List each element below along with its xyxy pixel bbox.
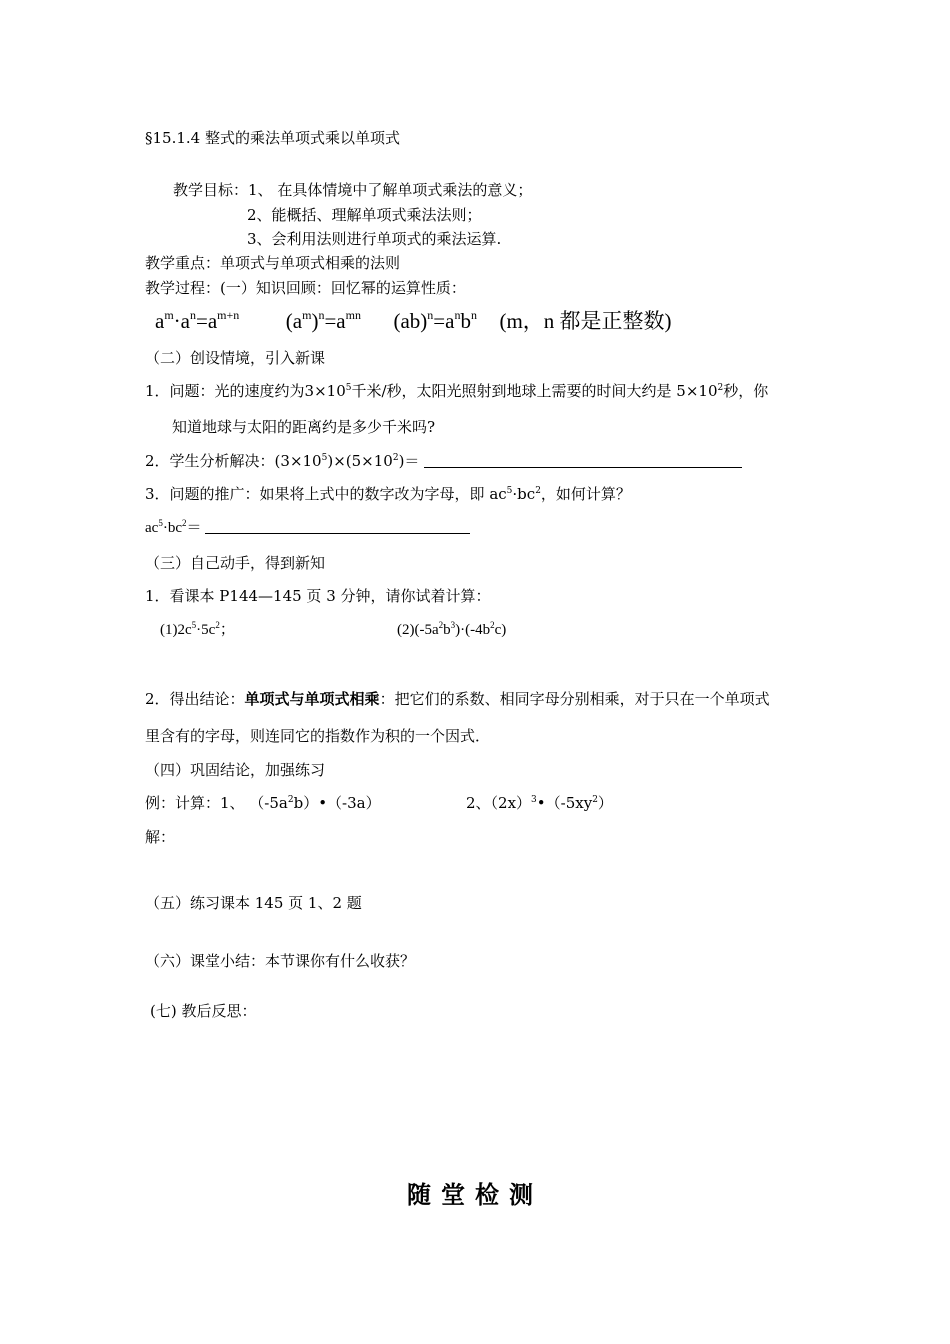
key-point: 教学重点：单项式与单项式相乘的法则 <box>145 254 401 272</box>
formula-power-rule: $(a^m)^n=a^{mn}$ <box>285 308 361 333</box>
conclusion-line-2: 里含有的字母，则连同它的指数作为积的一个因式． <box>145 727 491 745</box>
power-formulas <box>155 309 672 333</box>
objectives-line-1 <box>173 180 532 200</box>
example-1: 例：计算：1、 $(-5a^2b)•(-3a)$ <box>145 794 381 812</box>
section-4-heading: （四）巩固结论，加强练习 <box>145 761 326 779</box>
question-1-line-2: 知道地球与太阳的距离约是多少千米吗? <box>172 418 436 436</box>
formula-product-rule: $a^m\cdot a^n=a^{m+n}$ <box>155 308 240 333</box>
page-title: §15.1.4 整式的乘法单项式乘以单项式 <box>145 129 400 147</box>
section-2-heading: （二）创设情境，引入新课 <box>145 349 326 367</box>
section-7: (七) 教后反思： <box>150 1002 257 1020</box>
quiz-heading: 随堂检测 <box>407 1180 543 1209</box>
answer-blank-1[interactable] <box>424 453 742 468</box>
calc-1: $(1)2c^5\cdot 5c^2$； <box>160 620 235 638</box>
question-4: $ac^5\cdot bc^2=$ <box>145 518 470 538</box>
section-5: （五）练习课本 145 页 1、2 题 <box>145 894 362 912</box>
example-2: 2、$(2x)^3•(-5xy^2)$ <box>466 794 613 812</box>
calc-2: $(2)(-5a^2b^3)\cdot(-4b^2c)$ <box>397 620 507 638</box>
section-3-heading: （三）自己动手，得到新知 <box>145 554 326 572</box>
objectives-label: 教学目标： <box>173 181 249 199</box>
section-3-item-1: 1．看课本 P144—145 页 3 分钟，请你试着计算： <box>145 587 491 605</box>
solution-label: 解： <box>145 828 176 846</box>
objective-item-1: 1、 在具体情境中了解单项式乘法的意义； <box>248 181 533 199</box>
example-line <box>145 793 381 813</box>
conclusion-rule-name: 单项式与单项式相乘 <box>244 690 380 708</box>
teaching-process: 教学过程：(一）知识回顾：回忆幂的运算性质： <box>145 279 466 297</box>
objective-item-3: 3、会利用法则进行单项式的乘法运算. <box>247 230 502 248</box>
question-3: 3．问题的推广：如果将上式中的数字改为字母，即 $ac^5\cdot bc^2$，如何计算？ <box>145 485 631 503</box>
formula-note: (m，n 都是正整数) <box>499 309 672 333</box>
answer-blank-2[interactable] <box>205 519 470 534</box>
section-6: （六）课堂小结：本节课你有什么收获？ <box>145 952 416 970</box>
question-2: 2．学生分析解决：$(3\times 10^5)\times(5\times 10^2)=$ <box>145 451 742 471</box>
objective-item-2: 2、能概括、理解单项式乘法法则； <box>247 206 482 224</box>
formula-product-power-rule: $(ab)^n=a^nb^n$ <box>393 308 477 333</box>
conclusion-line-1: 2．得出结论：单项式与单项式相乘：把它们的系数、相同字母分别相乘，对于只在一个单项式 <box>145 690 770 708</box>
question-1-line-1: 1．问题：光的速度约为$3\times 10^5$千米/秒，太阳光照射到地球上需要的时间大约是 $5\times 10^2$秒，你 <box>145 382 769 400</box>
